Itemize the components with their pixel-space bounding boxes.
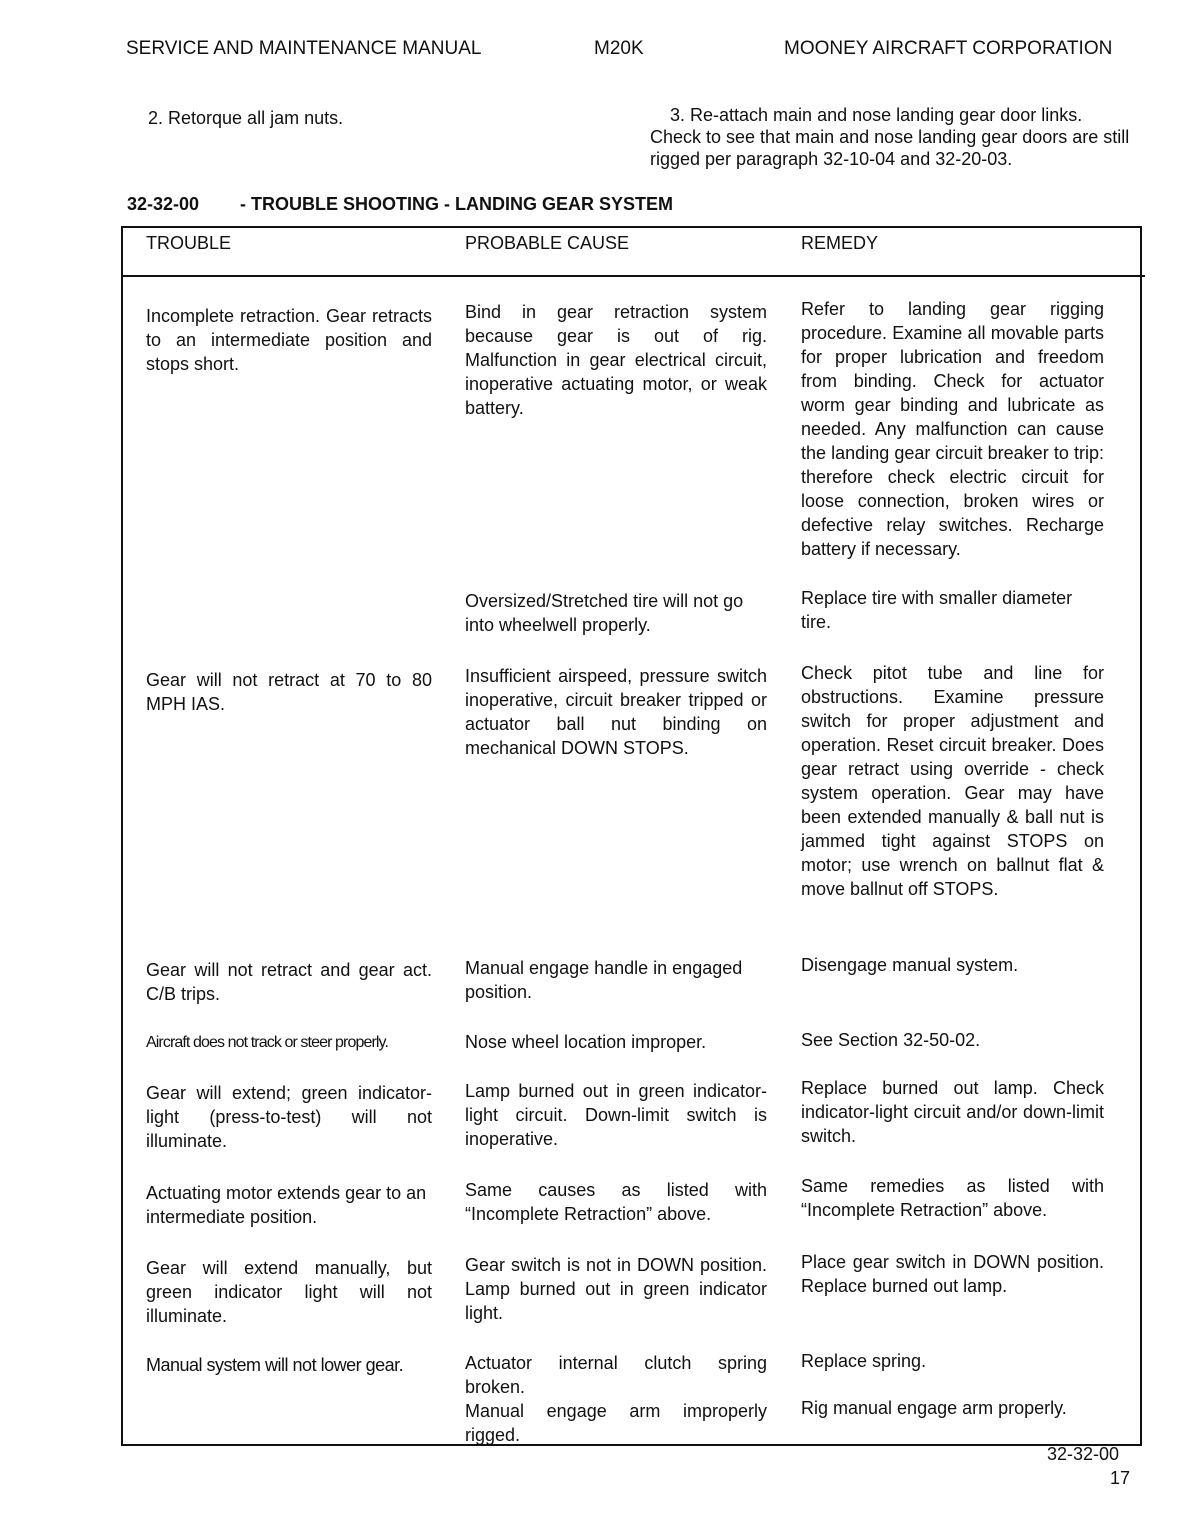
manual-title: SERVICE AND MAINTENANCE MANUAL: [126, 38, 482, 59]
cause-cell: Bind in gear retraction system because gear is out of rig. Malfunction in gear electrical circuit, inoperative actuating motor, or weak battery.: [465, 302, 767, 418]
step-3-text: 3. Re-attach main and nose landing gear door links. Check to see that main and nose landing gear doors are still rigged per paragraph 32-10-04 and 32-20-03.: [650, 105, 1130, 169]
trouble-cell: Gear will extend; green indicator-light (press-to-test) will not illuminate.: [146, 1083, 432, 1151]
remedy-cell: Disengage manual system.: [801, 955, 1019, 975]
cause-cell: Gear switch is not in DOWN position. Lamp burned out in green indicator light.: [465, 1255, 767, 1323]
model-designation: M20K: [594, 38, 644, 59]
trouble-cell: Gear will not retract and gear act. C/B trips.: [146, 960, 432, 1004]
cause-cell: Oversized/Stretched tire will not go into wheelwell properly.: [465, 591, 744, 635]
cause-cell: Nose wheel location improper.: [465, 1032, 707, 1052]
remedy-cell: Replace tire with smaller diameter tire.: [801, 588, 1073, 632]
cause-cell: Insufficient airspeed, pressure switch inoperative, circuit breaker tripped or actuator ball nut binding on mechanical DOWN STOPS.: [465, 666, 767, 758]
cause-cell: Lamp burned out in green indicator-light circuit. Down-limit switch is inoperative.: [465, 1081, 767, 1149]
remedy-cell: Rig manual engage arm properly.: [801, 1398, 1067, 1418]
trouble-cell: Gear will not retract at 70 to 80 MPH IAS.: [146, 670, 432, 714]
remedy-cell: Replace spring.: [801, 1351, 927, 1371]
page-number: 17: [1110, 1468, 1131, 1488]
trouble-cell: Incomplete retraction. Gear retracts to an intermediate position and stops short.: [146, 306, 432, 374]
company-name: MOONEY AIRCRAFT CORPORATION: [784, 38, 1113, 59]
remedy-cell: Refer to landing gear rigging procedure. Examine all movable parts for proper lubrication and freedom from binding. Check for actuator worm gear binding and lubricate as needed. Any malfunction can cause the landing gear circuit breaker to trip: therefore check electric circuit for loose connection, broken wires or defective relay switches. Recharge battery if necessary.: [801, 299, 1104, 559]
column-header-trouble: TROUBLE: [146, 233, 232, 253]
trouble-cell: Manual system will not lower gear.: [146, 1355, 404, 1375]
column-header-remedy: REMEDY: [801, 233, 879, 253]
remedy-cell: Same remedies as listed with “Incomplete Retraction” above.: [801, 1176, 1104, 1220]
footer-section-ref: 32-32-00: [1047, 1444, 1120, 1464]
cause-cell: Same causes as listed with “Incomplete Retraction” above.: [465, 1180, 767, 1224]
remedy-cell: Replace burned out lamp. Check indicator-light circuit and/or down-limit switch.: [801, 1078, 1104, 1146]
section-title: - TROUBLE SHOOTING - LANDING GEAR SYSTEM: [240, 194, 674, 214]
column-header-cause: PROBABLE CAUSE: [465, 233, 630, 253]
remedy-cell: Check pitot tube and line for obstructions. Examine pressure switch for proper adjustment and operation. Reset circuit breaker. Does gear retract using override - check system operation. Gear may have been extended manually & ball nut is jammed tight against STOPS on motor; use wrench on ballnut flat & move ballnut off STOPS.: [801, 663, 1104, 899]
remedy-cell: See Section 32-50-02.: [801, 1030, 981, 1050]
section-number: 32-32-00: [127, 194, 200, 214]
trouble-cell: Aircraft does not track or steer properly.: [146, 1034, 389, 1051]
cause-cell: Manual engage arm improperly rigged.: [465, 1401, 767, 1445]
step-2-text: 2. Retorque all jam nuts.: [148, 108, 344, 128]
remedy-cell: Place gear switch in DOWN position. Replace burned out lamp.: [801, 1252, 1104, 1296]
cause-cell: Manual engage handle in engaged position.: [465, 958, 743, 1002]
trouble-cell: Gear will extend manually, but green indicator light will not illuminate.: [146, 1258, 432, 1326]
trouble-cell: Actuating motor extends gear to an intermediate position.: [146, 1183, 427, 1227]
header-divider: [121, 275, 1145, 277]
cause-cell: Actuator internal clutch spring broken.: [465, 1353, 767, 1397]
